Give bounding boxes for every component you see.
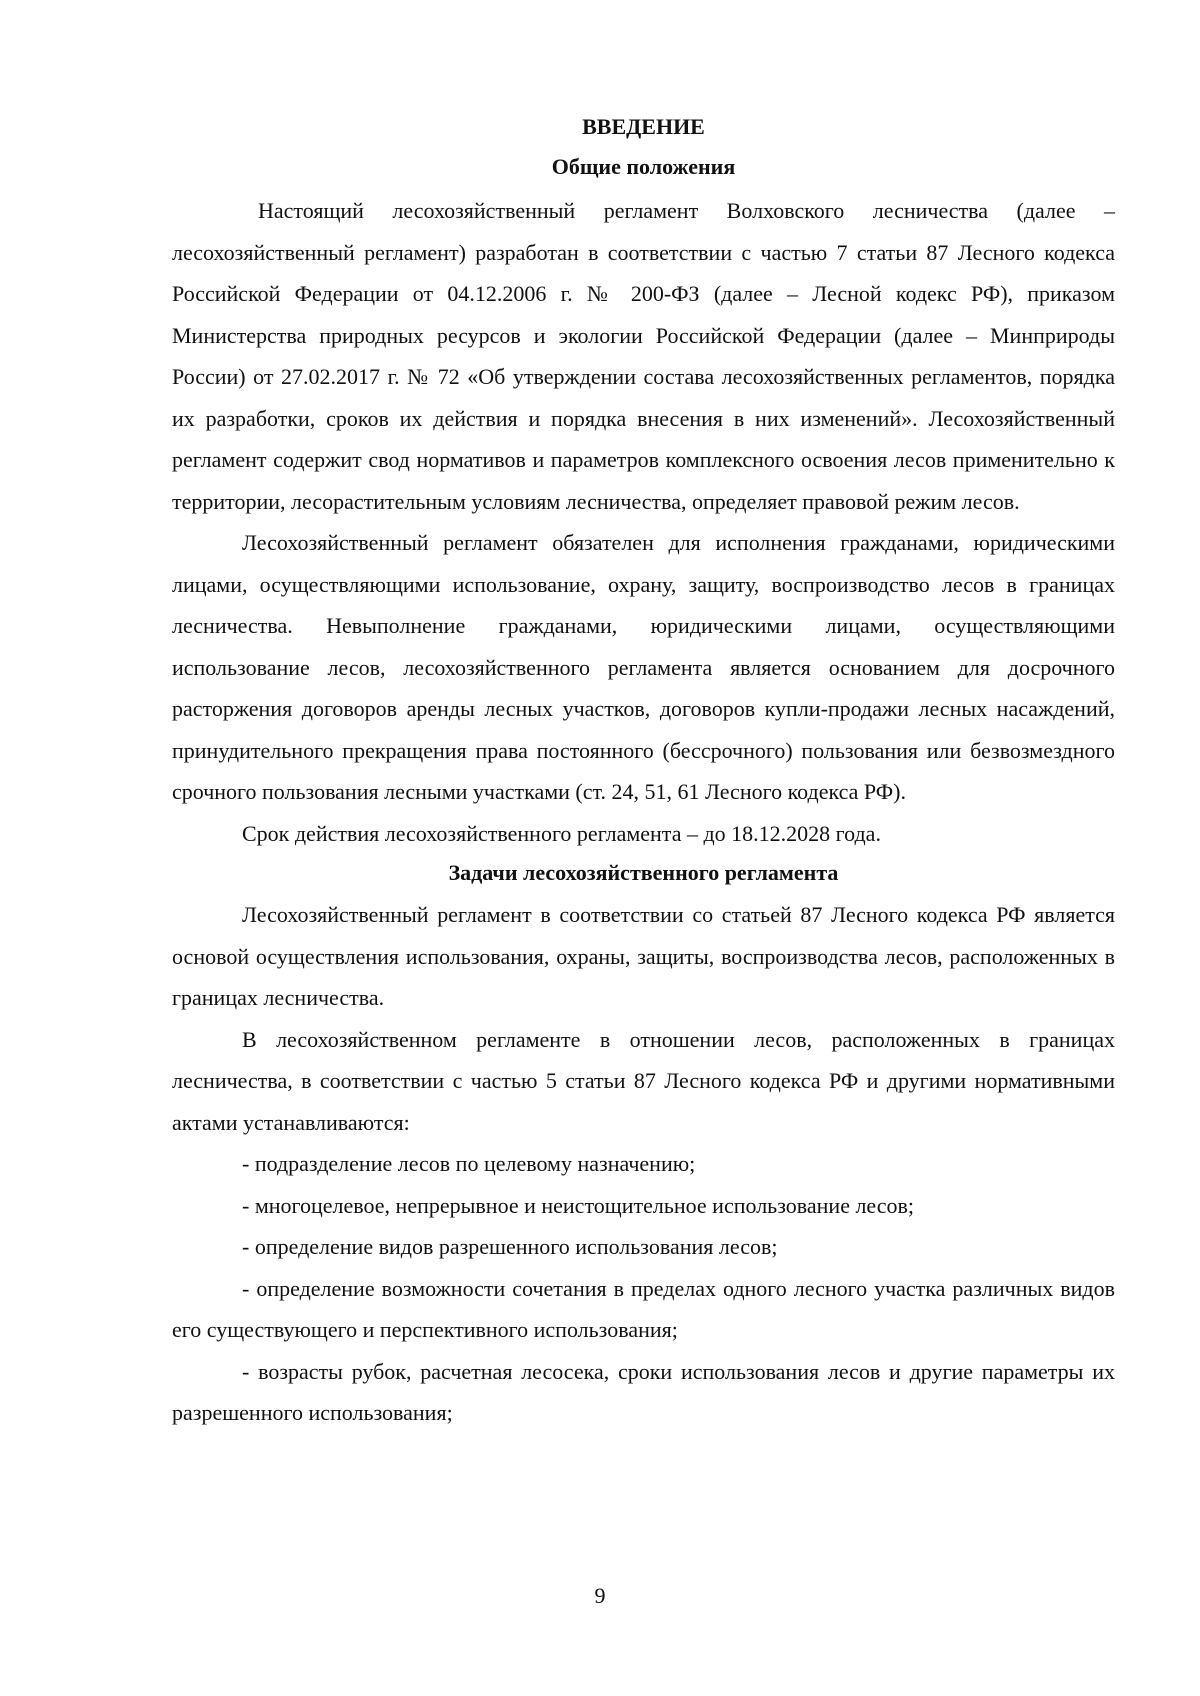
section-title: Задачи лесохозяйственного регламента — [448, 860, 839, 885]
list-item: - подразделение лесов по целевому назначению; — [242, 1151, 696, 1176]
page-content — [172, 112, 1115, 1434]
paragraph-validity: Срок действия лесохозяйственного регламента – до 18.12.2028 года. — [242, 820, 881, 846]
paragraph-tasks-established: В лесохозяйственном регламенте в отношении лесов, расположенных в границах лесничества, в соответствии с частью 5 статьи 87 Лесного кодекса РФ и другими нормативными актами устанавливаются: — [172, 1026, 1115, 1135]
document-heading: ВВЕДЕНИЕ — [582, 114, 705, 139]
list-item: - возрасты рубок, расчетная лесосека, сроки использования лесов и другие параметры их разрешенного использования; — [172, 1358, 1115, 1425]
paragraph-obligation: Лесохозяйственный регламент обязателен для исполнения гражданами, юридическими лицами, осуществляющими использование, охрану, защиту, воспроизводство лесов в границах лесничества. Невыполнение гражданами, юридическими лицами, осуществляющими использование лесов, лесохозяйственного регламента является основанием для досрочного расторжения договоров аренды лесных участков, договоров купли-продажи лесных насаждений, принудительного прекращения права постоянного (бессрочного) пользования или безвозмездного срочного пользования лесными участками (ст. 24, 51, 61 Лесного кодекса РФ). — [172, 530, 1115, 804]
list-item: - определение видов разрешенного использования лесов; — [242, 1234, 778, 1259]
paragraph-tasks-basis: Лесохозяйственный регламент в соответствии со статьей 87 Лесного кодекса РФ является основой осуществления использования, охраны, защиты, воспроизводства лесов, расположенных в границах лесничества. — [172, 902, 1115, 1010]
page-number: 9 — [594, 1583, 606, 1608]
list-item: - определение возможности сочетания в пределах одного лесного участка различных видов его существующего и перспективного использования; — [172, 1275, 1115, 1342]
paragraph-intro: Настоящий лесохозяйственный регламент Волховского лесничества (далее – лесохозяйственный регламент) разработан в соответствии с частью 7 статьи 87 Лесного кодекса Российской Федерации от 04.12.2006 г. № 200-ФЗ (далее – Лесной кодекс РФ), приказом Министерства природных ресурсов и экологии Российской Федерации (далее – Минприроды России) от 27.02.2017 г. № 72 «Об утверждении состава лесохозяйственных регламентов, порядка их разработки, сроков их действия и порядка внесения в них изменений». Лесохозяйственный регламент содержит свод нормативов и параметров комплексного освоения лесов применительно к территории, лесорастительным условиям лесничества, определяет правовой режим лесов. — [172, 198, 1115, 514]
document-subheading: Общие положения — [551, 154, 736, 179]
list-item: - многоцелевое, непрерывное и неистощительное использование лесов; — [242, 1192, 915, 1218]
